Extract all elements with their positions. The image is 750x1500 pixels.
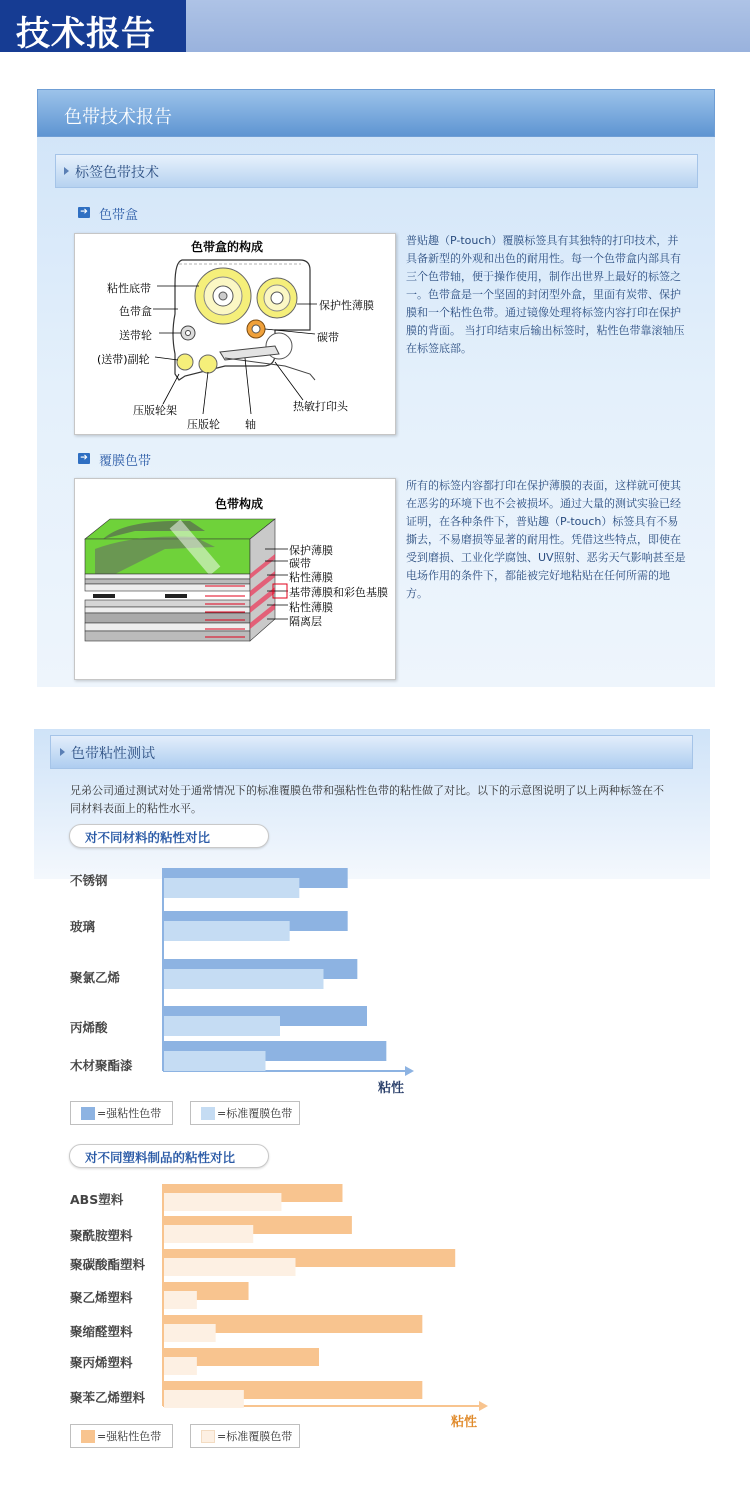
chart2-legend-standard [190, 1424, 300, 1448]
page-title: 技术报告 [16, 14, 156, 54]
adhesion-heading: 色带粘性测试 [71, 746, 155, 762]
bar-standard [164, 1258, 296, 1276]
layer-label: 基带薄膜和彩色基膜 [289, 586, 388, 599]
chart1-title: 对不同材料的粘性对比 [85, 830, 211, 845]
chart2-category: 聚丙烯塑料 [70, 1355, 133, 1370]
label-tech-heading: 标签色带技术 [75, 165, 159, 181]
bar-standard [164, 1291, 197, 1309]
chart2-title: 对不同塑料制品的粘性对比 [85, 1150, 236, 1165]
bar-standard [164, 1193, 281, 1211]
diagram-label: 热敏打印头 [293, 400, 348, 413]
laminated-heading: 覆膜色带 [99, 454, 152, 469]
legend-label: =强粘性色带 [97, 1107, 162, 1120]
adhesion-intro: 兄弟公司通过测试对处于通常情况下的标准覆膜色带和强粘性色带的粘性做了对比。以下的示意图说明了以上两种标签在不同材料表面上的粘性水平。 [70, 784, 664, 815]
layer-label: 粘性薄膜 [289, 571, 333, 584]
diagram-label: 送带轮 [119, 329, 152, 342]
legend-swatch [81, 1430, 95, 1443]
layer-label: 碳带 [289, 557, 311, 570]
chart2-axis-label: 粘性 [451, 1415, 478, 1430]
chart1-category: 木材聚酯漆 [70, 1058, 133, 1073]
diagram-label: (送带)副轮 [97, 353, 150, 366]
layer-label: 隔离层 [289, 615, 322, 628]
chart1-category: 丙烯酸 [70, 1020, 108, 1035]
legend-label: =标准覆膜色带 [217, 1107, 293, 1120]
layer-label: 粘性薄膜 [289, 601, 333, 614]
cassette-diagram-title: 色带盒的构成 [191, 240, 264, 254]
ribbon-tech-title: 色带技术报告 [64, 107, 172, 128]
chart1-axis-label: 粘性 [378, 1081, 405, 1096]
legend-label: =标准覆膜色带 [217, 1430, 293, 1443]
diagram-label: 压版轮架 [133, 404, 177, 417]
chart1-category: 聚氯乙烯 [70, 970, 121, 985]
diagram-label: 色带盒 [119, 305, 152, 318]
legend-label: =强粘性色带 [97, 1430, 162, 1443]
chart1-category: 玻璃 [70, 919, 96, 934]
chart2-category: 聚苯乙烯塑料 [70, 1390, 146, 1405]
diagram-label: 轴 [245, 418, 256, 431]
laminated-diagram-title: 色带构成 [215, 497, 264, 511]
cassette-heading: 色带盒 [99, 208, 139, 223]
bar-standard [164, 1390, 244, 1408]
bar-standard [164, 1324, 216, 1342]
bar-standard [164, 1357, 197, 1375]
chart2-legend-strong [70, 1424, 173, 1448]
arrow-right-icon: ➔ [78, 207, 90, 218]
diagram-label: 粘性底带 [107, 282, 151, 295]
layer-label: 保护薄膜 [289, 544, 333, 557]
chart1-category: 不锈钢 [70, 873, 108, 888]
diagram-label: 压版轮 [187, 418, 220, 431]
laminated-description: 所有的标签内容都打印在保护薄膜的表面，这样就可使其在恶劣的环境下也不会被损坏。通过大量的测试实验已经证明，在各种条件下，普贴趣（P-touch）标签具有不易撕去，不易磨损等显著的耐用性。凭借这些特点，即使在受到磨损、工业化学腐蚀、UV照射、恶劣天气影响甚至是电场作用的条件下，都能被完好地粘贴在任何所需的地方。 [406, 479, 686, 600]
cassette-description: 普贴趣（P-touch）覆膜标签具有其独特的打印技术，并具备新型的外观和出色的耐用性。每一个色带盒内部具有三个色带轴，便于操作使用，制作出世界上最好的标签之一。色带盒是一个坚固的封闭型外盒，里面有炭带、保护膜和一个粘性色带。通过镜像处理将标签内容打印在保护膜的背面。 当打印结束后输出标签时，粘性色带靠滚轴压在标签底部。 [406, 234, 685, 355]
diagram-label: 保护性薄膜 [319, 299, 374, 312]
diagram-label: 碳带 [317, 331, 339, 344]
axis-arrow-icon [479, 1401, 488, 1411]
chart2-category: ABS塑料 [70, 1192, 124, 1207]
chart2-category: 聚碳酸酯塑料 [70, 1257, 146, 1272]
chart2-category: 聚酰胺塑料 [70, 1228, 133, 1243]
chart2-category: 聚缩醛塑料 [70, 1324, 133, 1339]
bar-standard [164, 1225, 253, 1243]
chart2-category: 聚乙烯塑料 [70, 1290, 133, 1305]
arrow-right-icon: ➔ [78, 453, 90, 464]
legend-swatch [201, 1430, 215, 1443]
